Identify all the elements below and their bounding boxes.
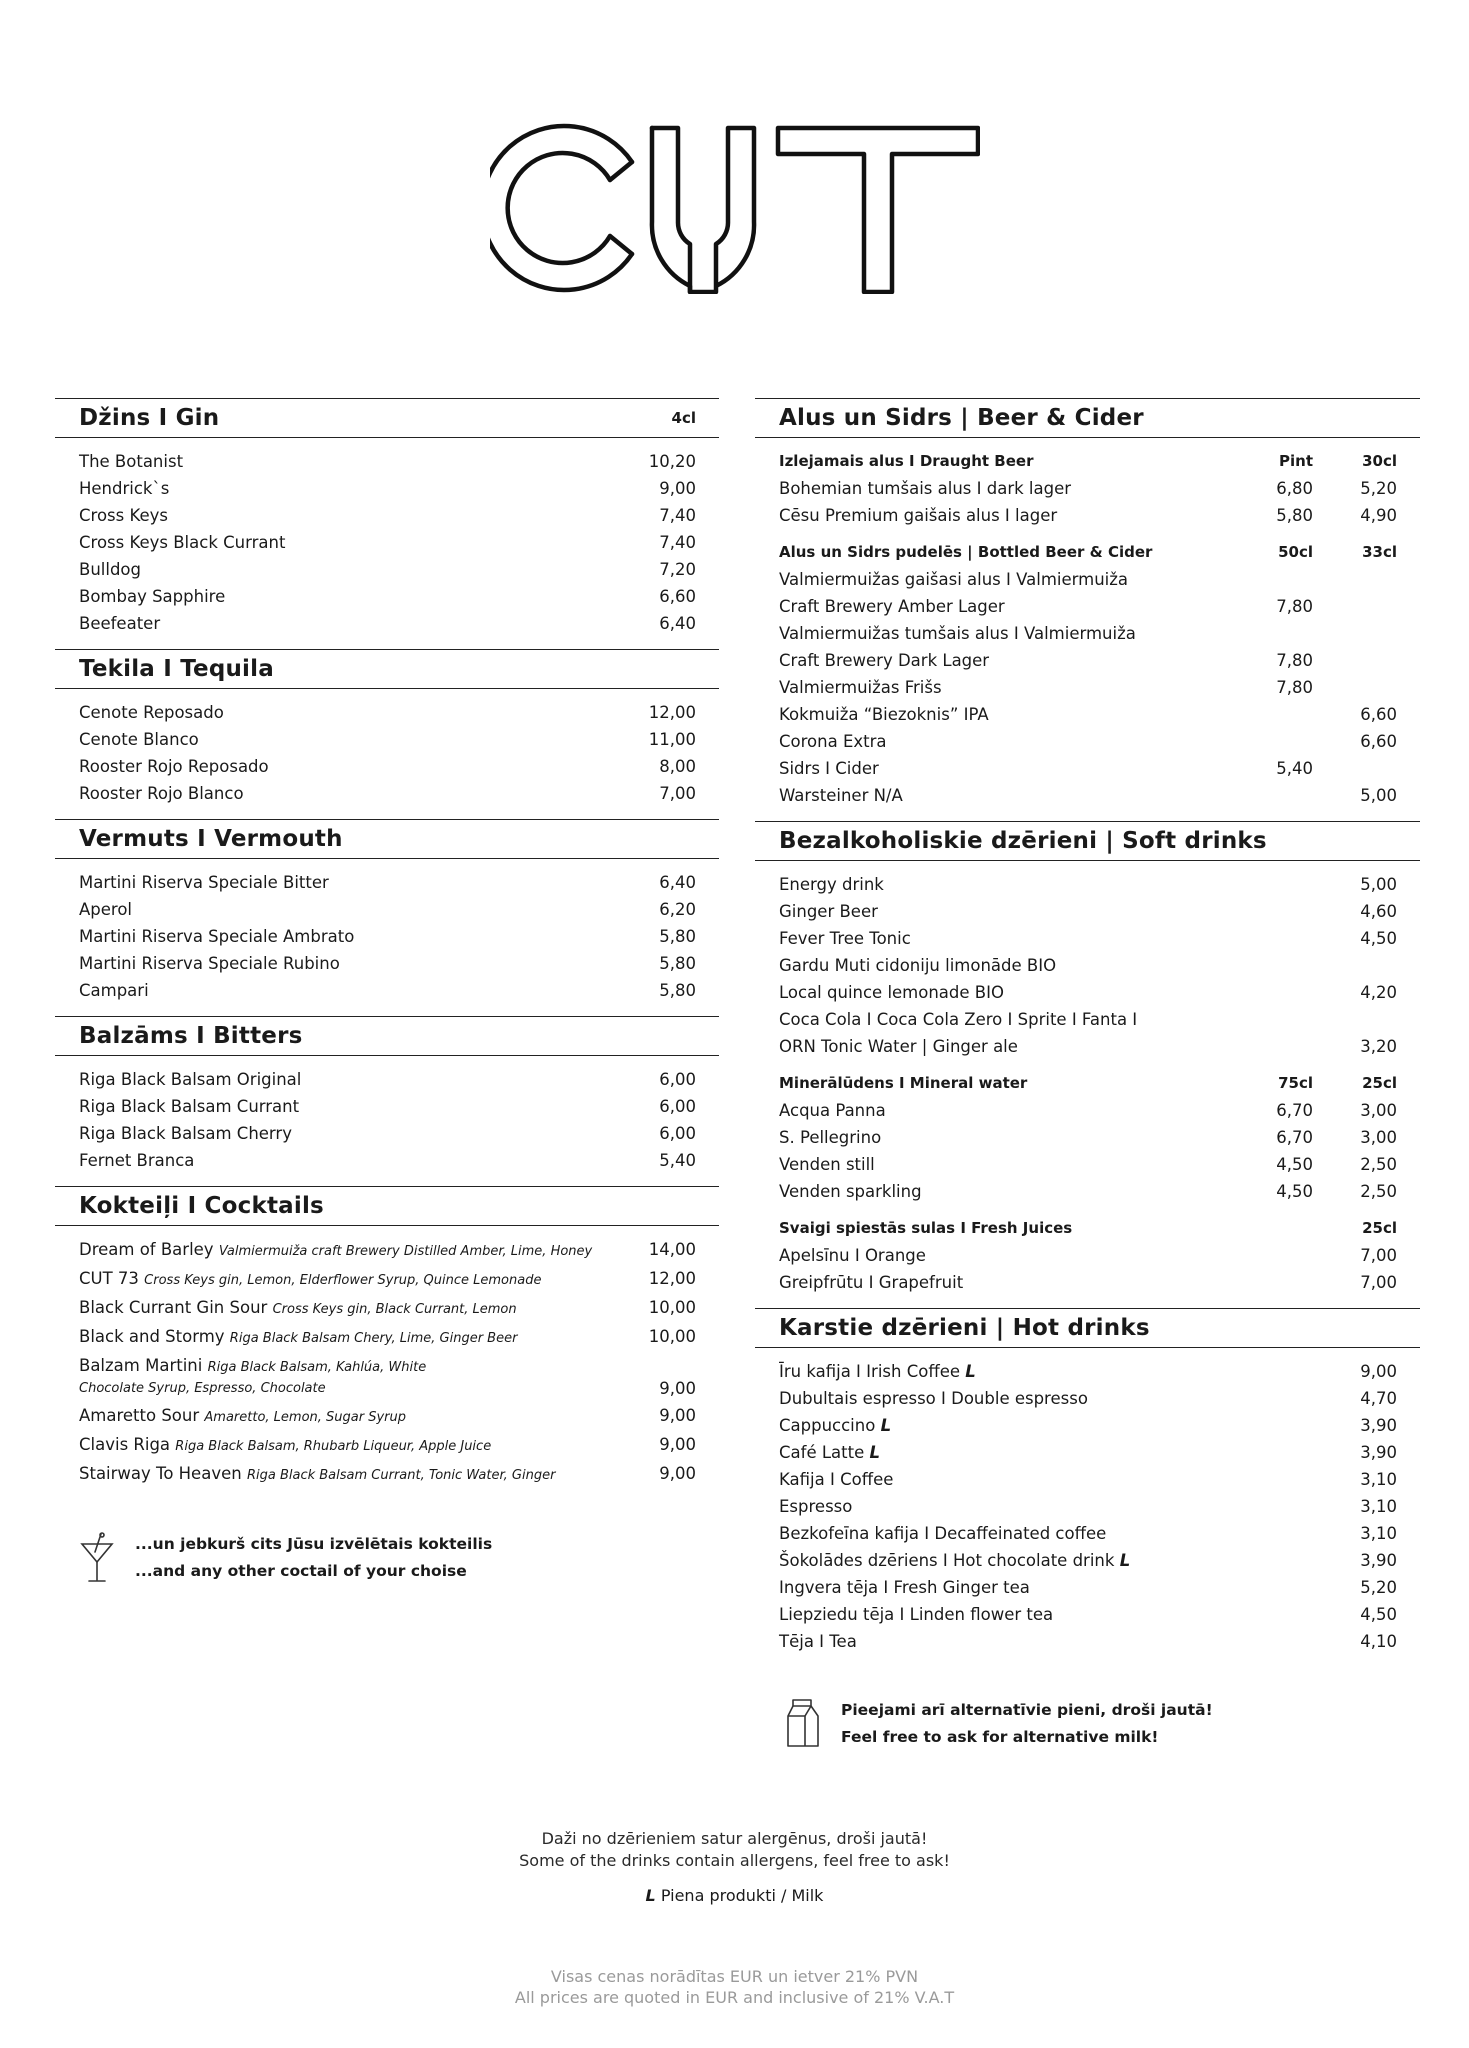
item-name: Cappuccino [779,1416,876,1435]
subsection-label: Minerālūdens I Mineral water [779,1074,1028,1092]
item-name: Campari [79,981,149,1000]
item-name: Balzam Martini [79,1356,203,1375]
item-name: Martini Riserva Speciale Rubino [79,954,340,973]
menu-item [779,647,1397,674]
item-name: Kafija I Coffee [779,1470,894,1489]
item-price: 3,90 [1360,1416,1397,1435]
menu-item [779,674,1397,701]
item-name: The Botanist [79,452,184,471]
menu-item [779,1242,1397,1269]
item-price: 5,00 [1360,786,1397,805]
menu-item [779,566,1397,593]
item-price: 6,60 [1360,705,1397,724]
menu-item [779,1601,1397,1628]
item-price: 6,80 [1276,479,1313,498]
menu-item [779,871,1397,898]
item-price: 4,60 [1360,902,1397,921]
item-name: Greipfrūtu I Grapefruit [779,1273,964,1292]
vat-note-lv: Visas cenas norādītas EUR un ietver 21% PVN [550,1967,919,1986]
item-price: 3,90 [1360,1551,1397,1570]
allergen-note-en: Some of the drinks contain allergens, feel free to ask! [519,1851,950,1870]
section-title: Bezalkoholiskie dzērieni | Soft drinks [779,828,1267,854]
menu-item [79,699,696,726]
item-price: 5,40 [659,1151,696,1170]
cocktail-note-lv: ...un jebkurš cits Jūsu izvēlētais kokteilis [135,1535,493,1553]
item-name: Warsteiner N/A [779,786,903,805]
subsection-header [779,1215,1397,1242]
menu-item [79,1323,696,1352]
item-price: 12,00 [648,703,696,722]
item-price: 6,70 [1276,1128,1313,1147]
item-name: Cross Keys [79,506,168,525]
item-price: 9,00 [1360,1362,1397,1381]
section-title: Vermuts I Vermouth [79,826,343,852]
item-description: Cross Keys gin, Lemon, Elderflower Syrup, Quince Lemonade [144,1273,542,1288]
item-name: Ginger Beer [779,902,878,921]
menu-item [79,1265,696,1294]
item-name: Venden sparkling [779,1182,922,1201]
menu-item [779,1124,1397,1151]
milk-marker: L [965,1362,976,1381]
menu-item [779,1412,1397,1439]
milk-marker: L [1119,1551,1131,1570]
item-name: Rooster Rojo Blanco [79,784,244,803]
menu-item [779,782,1397,809]
menu-item [79,1460,696,1489]
item-name: Gardu Muti cidoniju limonāde BIO [779,956,1057,975]
menu-item [779,728,1397,755]
item-name: Energy drink [779,875,884,894]
column-header: 50cl [1278,543,1313,561]
menu-item [779,620,1397,647]
menu-item [779,925,1397,952]
vermouth-section [55,819,719,1016]
column-header: 30cl [1362,452,1397,470]
item-description: Riga Black Balsam Chery, Lime, Ginger Beer [229,1331,518,1346]
vat-note-en: All prices are quoted in EUR and inclusive of 21% V.A.T [514,1988,955,2007]
gin-section [55,398,719,649]
hot-drinks-section [755,1308,1420,1751]
section-title: Džins I Gin [79,405,220,431]
item-name: Martini Riserva Speciale Ambrato [79,927,355,946]
section-header [55,1016,719,1056]
menu-item [79,1120,696,1147]
item-name: Stairway To Heaven [79,1464,242,1483]
item-price: 3,00 [1360,1101,1397,1120]
item-price: 7,80 [1276,678,1313,697]
item-price: 9,00 [659,479,696,498]
item-price: 3,00 [1360,1128,1397,1147]
item-name: ORN Tonic Water | Ginger ale [779,1037,1018,1056]
menu-item [779,1574,1397,1601]
item-name: Cēsu Premium gaišais alus I lager [779,506,1058,525]
item-price: 9,00 [659,1406,696,1425]
menu-item [79,556,696,583]
item-price: 6,40 [659,873,696,892]
left-column [55,398,719,1585]
item-name: Bombay Sapphire [79,587,226,606]
menu-item [79,780,696,807]
item-name: Riga Black Balsam Original [79,1070,302,1089]
menu-item [779,952,1397,979]
allergen-note-lv: Daži no dzērieniem satur alergēnus, droši jautā! [541,1829,928,1848]
bitters-section [55,1016,719,1186]
item-price: 6,60 [1360,732,1397,751]
milk-marker: L [880,1416,892,1435]
menu-item [779,1628,1397,1655]
menu-item [779,1033,1397,1060]
menu-item [79,610,696,637]
item-price: 7,20 [659,560,696,579]
item-price: 7,80 [1276,651,1313,670]
item-price: 4,10 [1360,1632,1397,1651]
column-header: 4cl [671,409,696,427]
menu-item [79,529,696,556]
item-name: Craft Brewery Dark Lager [779,651,990,670]
item-price: 6,40 [659,614,696,633]
menu-item [779,898,1397,925]
item-price: 2,50 [1360,1155,1397,1174]
menu-item [79,1093,696,1120]
menu-item [779,502,1397,529]
item-description: Riga Black Balsam Currant, Tonic Water, Ginger [246,1468,556,1483]
section-title: Tekila I Tequila [79,656,274,682]
item-price: 5,20 [1360,479,1397,498]
item-name: Beefeater [79,614,161,633]
item-name: Cenote Blanco [79,730,199,749]
column-header: 25cl [1362,1074,1397,1092]
item-price: 4,90 [1360,506,1397,525]
item-name: Black and Stormy [79,1327,225,1346]
alternative-milk-note [755,1697,1420,1751]
menu-item [779,1439,1397,1466]
item-price: 10,00 [648,1298,696,1317]
item-name: Amaretto Sour [79,1406,200,1425]
column-header: Pint [1279,452,1313,470]
menu-item [779,1493,1397,1520]
item-price: 3,10 [1360,1497,1397,1516]
menu-item [779,1006,1397,1033]
menu-item [779,1466,1397,1493]
menu-item [79,923,696,950]
section-header [55,1186,719,1226]
item-name: Dubultais espresso I Double espresso [779,1389,1088,1408]
item-price: 7,00 [1360,1246,1397,1265]
subsection-header [779,448,1397,475]
item-name: Black Currant Gin Sour [79,1298,268,1317]
vat-note [0,1966,1469,2008]
item-name: Šokolādes dzēriens I Hot chocolate drink [779,1551,1115,1570]
item-name: Ingvera tēja I Fresh Ginger tea [779,1578,1030,1597]
item-price: 4,70 [1360,1389,1397,1408]
item-price: 3,20 [1360,1037,1397,1056]
section-header [55,819,719,859]
menu-item [79,977,696,1004]
subsection-label: Izlejamais alus I Draught Beer [779,452,1034,470]
item-price: 5,20 [1360,1578,1397,1597]
item-price: 6,00 [659,1097,696,1116]
menu-item [79,1352,696,1402]
menu-item [779,1358,1397,1385]
menu-item [79,896,696,923]
item-price: 4,50 [1360,929,1397,948]
section-header [55,649,719,689]
item-price: 7,00 [1360,1273,1397,1292]
item-name: Martini Riserva Speciale Bitter [79,873,329,892]
item-name: Espresso [779,1497,853,1516]
menu-item [779,755,1397,782]
menu-item [79,950,696,977]
item-price: 7,00 [659,784,696,803]
item-name: Liepziedu tēja I Linden flower tea [779,1605,1054,1624]
menu-item [779,593,1397,620]
menu-item [79,1431,696,1460]
item-name: Craft Brewery Amber Lager [779,597,1005,616]
item-name: CUT 73 [79,1269,139,1288]
menu-item [79,869,696,896]
milk-legend [0,1886,1469,1905]
menu-item [79,1066,696,1093]
menu-item [779,475,1397,502]
section-header [755,398,1420,438]
item-description: Valmiermuiža craft Brewery Distilled Amber, Lime, Honey [218,1244,593,1259]
item-price: 8,00 [659,757,696,776]
item-name: Clavis Riga [79,1435,171,1454]
item-price: 3,90 [1360,1443,1397,1462]
menu-item [79,448,696,475]
subsection-header [779,539,1397,566]
item-description: Riga Black Balsam, Kahlúa, White Chocolate Syrup, Espresso, Chocolate [79,1360,427,1396]
menu-item [79,1402,696,1431]
item-price: 3,10 [1360,1524,1397,1543]
item-price: 7,40 [659,533,696,552]
item-price: 4,50 [1276,1155,1313,1174]
menu-item [79,726,696,753]
menu-item [779,1178,1397,1205]
section-header [55,398,719,438]
item-price: 6,00 [659,1070,696,1089]
milk-symbol: L [645,1886,656,1905]
menu-item [79,753,696,780]
item-description: Riga Black Balsam, Rhubarb Liqueur, Apple Juice [175,1439,492,1454]
menu-item [79,475,696,502]
section-title: Karstie dzērieni | Hot drinks [779,1315,1150,1341]
menu-item [779,701,1397,728]
item-price: 5,40 [1276,759,1313,778]
menu-item [79,502,696,529]
item-price: 4,50 [1276,1182,1313,1201]
item-name: Riga Black Balsam Cherry [79,1124,292,1143]
column-header: 25cl [1362,1219,1397,1237]
item-price: 9,00 [659,1435,696,1454]
item-name: Café Latte [779,1443,865,1462]
cocktails-section [55,1186,719,1585]
cocktail-note-en: ...and any other coctail of your choise [135,1562,467,1580]
subsection-label: Svaigi spiestās sulas I Fresh Juices [779,1219,1073,1237]
item-price: 10,00 [648,1327,696,1346]
item-price: 9,00 [659,1464,696,1483]
item-price: 6,60 [659,587,696,606]
section-header [755,821,1420,861]
item-price: 6,00 [659,1124,696,1143]
item-name: Valmiermuižas Frišs [779,678,942,697]
item-name: Sidrs I Cider [779,759,879,778]
menu-item [79,583,696,610]
item-price: 2,50 [1360,1182,1397,1201]
subsection-label: Alus un Sidrs pudelēs | Bottled Beer & Cider [779,543,1153,561]
menu-item [779,1547,1397,1574]
section-title: Kokteiļi I Cocktails [79,1193,324,1219]
section-header [755,1308,1420,1348]
item-name: Tēja I Tea [779,1632,857,1651]
item-name: Cross Keys Black Currant [79,533,286,552]
item-price: 4,50 [1360,1605,1397,1624]
menu-item [779,979,1397,1006]
menu-item [779,1385,1397,1412]
menu-item [79,1236,696,1265]
item-name: Kokmuiža “Biezoknis” IPA [779,705,989,724]
item-name: Rooster Rojo Reposado [79,757,269,776]
item-price: 5,00 [1360,875,1397,894]
item-price: 3,10 [1360,1470,1397,1489]
item-name: Apelsīnu I Orange [779,1246,926,1265]
item-price: 12,00 [648,1269,696,1288]
item-name: Fever Tree Tonic [779,929,911,948]
item-name: Corona Extra [779,732,887,751]
item-name: Hendrick`s [79,479,170,498]
item-description: Cross Keys gin, Black Currant, Lemon [272,1302,517,1317]
tequila-section [55,649,719,819]
item-name: Venden still [779,1155,875,1174]
item-name: Cenote Reposado [79,703,224,722]
item-price: 11,00 [648,730,696,749]
item-name: Local quince lemonade BIO [779,983,1004,1002]
item-price: 5,80 [659,981,696,1000]
menu-item [779,1269,1397,1296]
item-name: Dream of Barley [79,1240,214,1259]
soft-drinks-section [755,821,1420,1308]
item-price: 9,00 [659,1379,696,1398]
item-price: 5,80 [659,954,696,973]
milk-note-en: Feel free to ask for alternative milk! [841,1728,1159,1746]
item-name: Coca Cola I Coca Cola Zero I Sprite I Fanta I [779,1010,1138,1029]
milk-legend-text: Piena produkti / Milk [660,1886,824,1905]
item-name: Valmiermuižas gaišasi alus I Valmiermuiža [779,570,1129,589]
milk-carton-icon [785,1698,821,1750]
menu-item [779,1097,1397,1124]
item-name: Bohemian tumšais alus I dark lager [779,479,1072,498]
item-price: 10,20 [648,452,696,471]
milk-note-lv: Pieejami arī alternatīvie pieni, droši jautā! [841,1701,1213,1719]
cocktail-note [55,1531,719,1585]
item-price: 7,80 [1276,597,1313,616]
section-title: Alus un Sidrs | Beer & Cider [779,405,1144,431]
item-name: Valmiermuižas tumšais alus I Valmiermuiža [779,624,1136,643]
item-name: Bezkofeīna kafija I Decaffeinated coffee [779,1524,1107,1543]
item-price: 14,00 [648,1240,696,1259]
item-description: Amaretto, Lemon, Sugar Syrup [204,1410,406,1425]
item-name: Bulldog [79,560,141,579]
item-name: Fernet Branca [79,1151,195,1170]
item-price: 6,70 [1276,1101,1313,1120]
menu-item [79,1147,696,1174]
item-price: 7,40 [659,506,696,525]
cut-logo [490,122,980,294]
item-name: Īru kafija I Irish Coffee [779,1362,960,1381]
item-price: 4,20 [1360,983,1397,1002]
menu-item [79,1294,696,1323]
item-price: 5,80 [659,927,696,946]
item-price: 5,80 [1276,506,1313,525]
section-title: Balzāms I Bitters [79,1023,303,1049]
item-name: S. Pellegrino [779,1128,882,1147]
item-name: Acqua Panna [779,1101,886,1120]
milk-marker: L [869,1443,880,1462]
menu-item [779,1520,1397,1547]
column-header: 33cl [1362,543,1397,561]
item-price: 6,20 [659,900,696,919]
right-column [755,398,1420,1751]
item-name: Riga Black Balsam Currant [79,1097,300,1116]
martini-glass-icon [79,1532,115,1584]
allergen-note [0,1828,1469,1872]
column-header: 75cl [1278,1074,1313,1092]
menu-item [779,1151,1397,1178]
item-name: Aperol [79,900,133,919]
beer-section [755,398,1420,821]
subsection-header [779,1070,1397,1097]
